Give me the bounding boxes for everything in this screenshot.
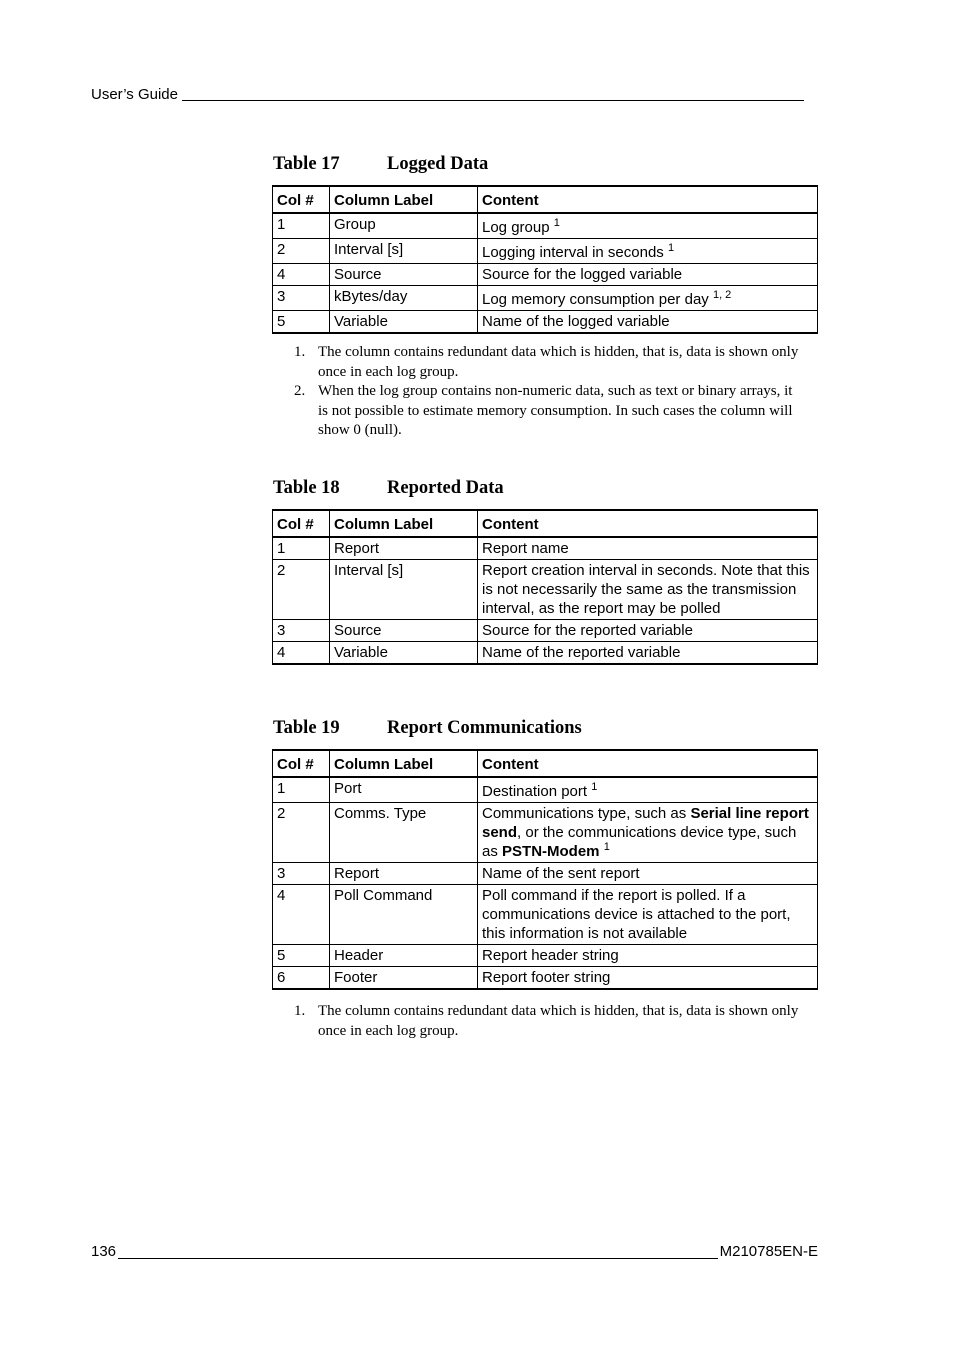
cell-content xyxy=(478,213,818,239)
footnote-ref: 1 xyxy=(591,781,598,793)
page-header xyxy=(91,86,804,103)
cell-col: 2 xyxy=(273,239,330,264)
cell-col: 1 xyxy=(273,777,330,803)
page-number: 136 xyxy=(91,1243,117,1260)
cell-label: Footer xyxy=(330,967,478,990)
cell-content-text: Destination port xyxy=(482,783,588,800)
table-row xyxy=(273,945,818,967)
cell-content-text: Logging interval in seconds xyxy=(482,244,664,261)
col-header-label: Column Label xyxy=(330,510,478,537)
cell-label: Variable xyxy=(330,311,478,334)
footnote-number: 1. xyxy=(294,344,306,360)
table19-number: Table 19 xyxy=(273,718,340,738)
cell-content-text: Log group xyxy=(482,219,550,236)
cell-content-text: , or the communications device type, such as xyxy=(482,824,797,860)
cell-label: kBytes/day xyxy=(330,286,478,311)
footnote-ref: 1, 2 xyxy=(712,289,732,301)
table-row xyxy=(273,560,818,620)
cell-label: Source xyxy=(330,620,478,642)
cell-content: Source for the reported variable xyxy=(478,620,818,642)
cell-content-text: Communications type, such as xyxy=(482,805,691,822)
cell-content xyxy=(478,286,818,311)
cell-label: Group xyxy=(330,213,478,239)
footnote-text: The column contains redundant data which is hidden, that is, data is shown only once in each log group. xyxy=(318,1003,799,1039)
table17-caption xyxy=(273,154,488,175)
cell-content-bold: PSTN-Modem xyxy=(502,843,600,860)
cell-content: Report footer string xyxy=(478,967,818,990)
cell-col: 3 xyxy=(273,286,330,311)
cell-content-bold: Serial line report send xyxy=(482,805,809,841)
footnote xyxy=(294,382,804,441)
cell-col: 4 xyxy=(273,885,330,945)
cell-label: Variable xyxy=(330,642,478,665)
cell-label: Report xyxy=(330,863,478,885)
cell-label: Interval [s] xyxy=(330,239,478,264)
cell-content: Report header string xyxy=(478,945,818,967)
footnote-number: 1. xyxy=(294,1003,306,1019)
col-header-label: Column Label xyxy=(330,186,478,213)
table-header-row xyxy=(273,750,818,777)
cell-label: Poll Command xyxy=(330,885,478,945)
table18-reported-data xyxy=(272,509,818,665)
cell-label: Report xyxy=(330,537,478,560)
cell-content xyxy=(478,777,818,803)
col-header-content: Content xyxy=(478,186,818,213)
cell-col: 5 xyxy=(273,311,330,334)
cell-content: Name of the reported variable xyxy=(478,642,818,665)
table-row xyxy=(273,777,818,803)
table-row xyxy=(273,264,818,286)
col-header-content: Content xyxy=(478,750,818,777)
cell-content: Report creation interval in seconds. Note that this is not necessarily the same as the transmission interval, as the report may be polled xyxy=(478,560,818,620)
table19-caption xyxy=(273,718,582,739)
footnote-ref: 1 xyxy=(667,242,675,254)
table17-number: Table 17 xyxy=(273,154,340,174)
table19-title: Report Communications xyxy=(387,718,582,738)
cell-label: Source xyxy=(330,264,478,286)
table-row xyxy=(273,803,818,863)
table-row xyxy=(273,213,818,239)
table-row xyxy=(273,239,818,264)
cell-col: 1 xyxy=(273,537,330,560)
table-row xyxy=(273,286,818,311)
table17-title: Logged Data xyxy=(387,154,489,174)
footnote-number: 2. xyxy=(294,383,306,399)
document-code: M210785EN-E xyxy=(719,1243,818,1260)
table-row xyxy=(273,537,818,560)
footer-rule xyxy=(118,1243,718,1259)
cell-col: 5 xyxy=(273,945,330,967)
col-header-col: Col # xyxy=(273,750,330,777)
table18-number: Table 18 xyxy=(273,478,340,498)
cell-content: Name of the logged variable xyxy=(478,311,818,334)
table17-logged-data xyxy=(272,185,818,334)
col-header-label: Column Label xyxy=(330,750,478,777)
footnote-ref: 1 xyxy=(553,217,560,229)
table-row xyxy=(273,967,818,990)
table-row xyxy=(273,863,818,885)
table-header-row xyxy=(273,186,818,213)
table19-footnotes xyxy=(294,1002,804,1041)
cell-col: 4 xyxy=(273,264,330,286)
header-rule xyxy=(182,86,804,101)
cell-col: 2 xyxy=(273,803,330,863)
page-footer xyxy=(91,1243,818,1260)
cell-content-text: Log memory consumption per day xyxy=(482,291,709,308)
table17-footnotes xyxy=(294,343,804,441)
col-header-content: Content xyxy=(478,510,818,537)
cell-label: Interval [s] xyxy=(330,560,478,620)
table18-title: Reported Data xyxy=(387,478,504,498)
footnote xyxy=(294,343,804,382)
cell-col: 2 xyxy=(273,560,330,620)
table-row xyxy=(273,642,818,665)
cell-content: Source for the logged variable xyxy=(478,264,818,286)
table-row xyxy=(273,885,818,945)
table-row xyxy=(273,311,818,334)
table19-report-communications xyxy=(272,749,818,990)
table18-caption xyxy=(273,478,504,499)
cell-col: 1 xyxy=(273,213,330,239)
cell-content xyxy=(478,803,818,863)
cell-label: Port xyxy=(330,777,478,803)
footnote-text: When the log group contains non-numeric data, such as text or binary arrays, it is not possible to estimate memory consumption. In such cases the column will show 0 (null). xyxy=(318,383,793,438)
cell-label: Header xyxy=(330,945,478,967)
cell-col: 6 xyxy=(273,967,330,990)
cell-content: Name of the sent report xyxy=(478,863,818,885)
col-header-col: Col # xyxy=(273,186,330,213)
table-row xyxy=(273,620,818,642)
cell-content: Report name xyxy=(478,537,818,560)
footnote-text: The column contains redundant data which is hidden, that is, data is shown only once in each log group. xyxy=(318,344,799,380)
cell-content: Poll command if the report is polled. If a communications device is attached to the port, this information is not available xyxy=(478,885,818,945)
table-header-row xyxy=(273,510,818,537)
header-title: User’s Guide xyxy=(91,86,178,103)
footnote-ref: 1 xyxy=(603,841,610,853)
cell-col: 3 xyxy=(273,620,330,642)
cell-col: 3 xyxy=(273,863,330,885)
footnote xyxy=(294,1002,804,1041)
cell-label: Comms. Type xyxy=(330,803,478,863)
cell-col: 4 xyxy=(273,642,330,665)
col-header-col: Col # xyxy=(273,510,330,537)
cell-content xyxy=(478,239,818,264)
